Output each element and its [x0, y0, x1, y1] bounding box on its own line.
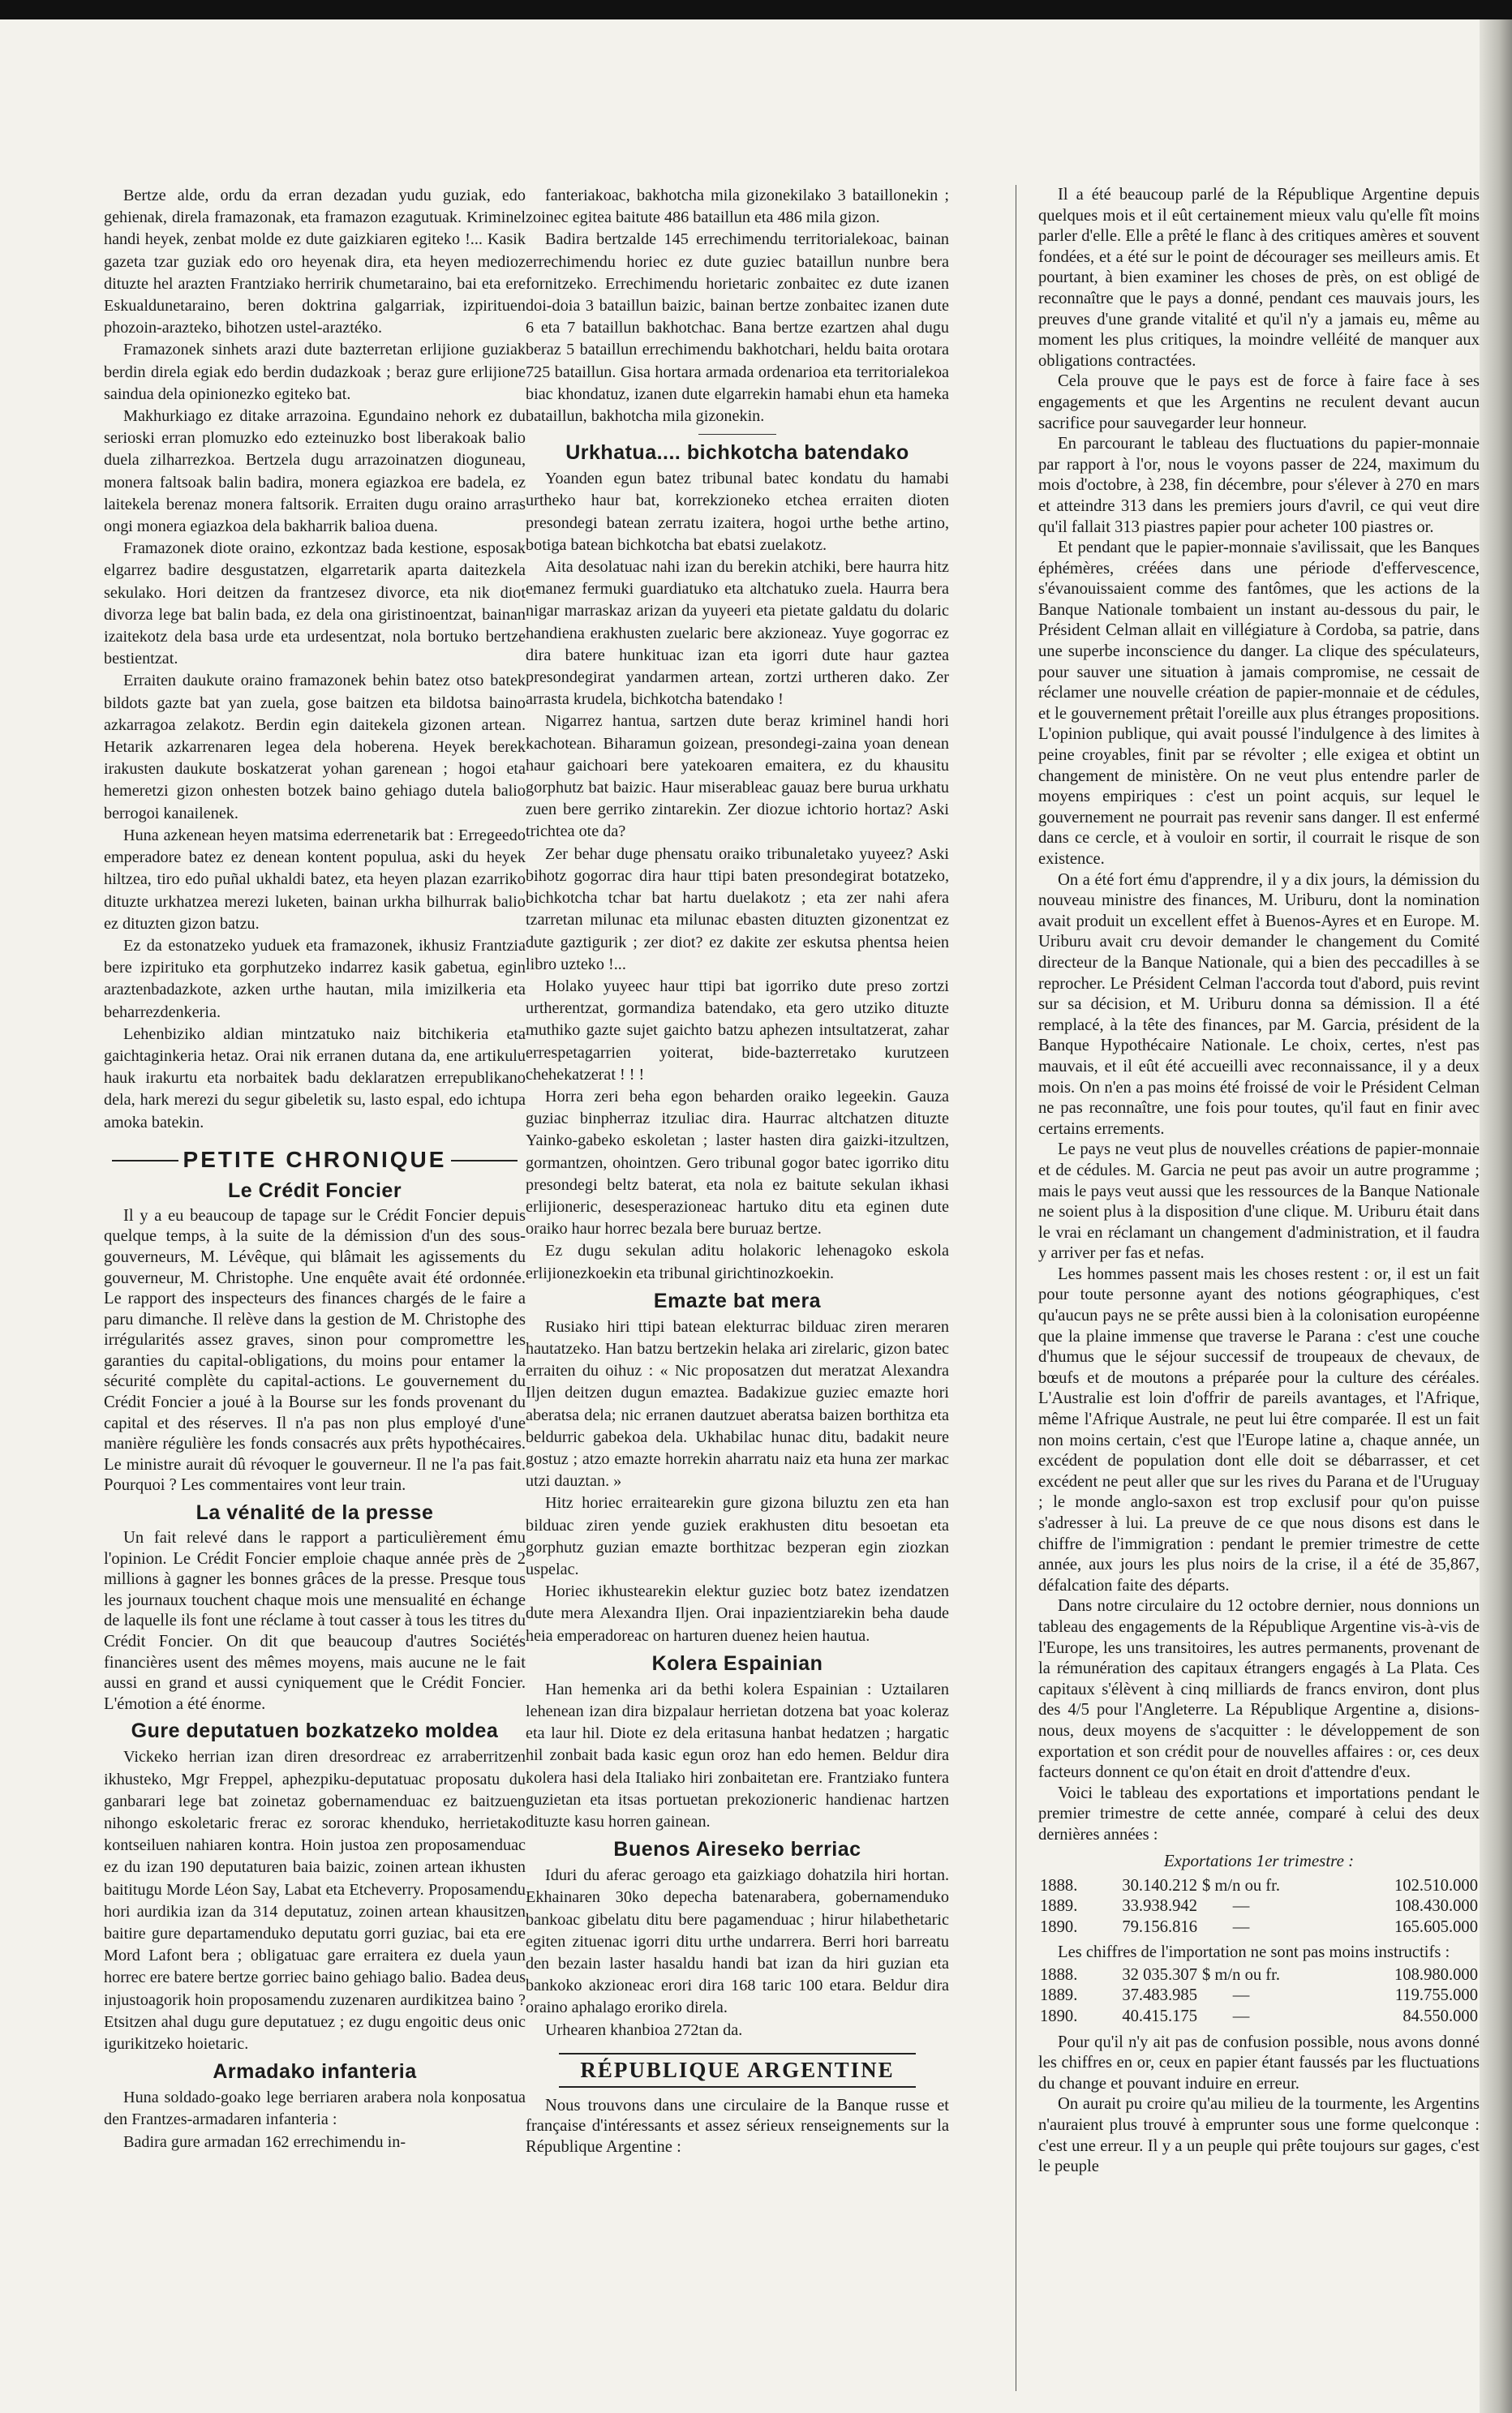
paragraph: Les hommes passent mais les choses restent : or, il est un fait pour toute personne ayant des notions géographiques, c'est qu'aucun pays ne se prête aussi bien à la colonisation européenne que la plaine immense que traverse le Parana : c'est une couche d'humus que le séjour successif de troupeaux de chevaux, de bœufs et de moutons a préparée pour la culture des céréales. L'Australie est loin d'offrir de pareils avantages, et l'Afrique, même l'Afrique Australe, ne peut lui être comparée. Il est un fait non moins certain, c'est que l'Europe latine a, chaque année, un excédent de population dont elle doit se débarrasser, et cet excédent ne peut aller que sur les rives du Parana et de l'Uruguay ; le monde anglo-saxon est trop exclusif pour qu'on puisse s'adresser à lui. La preuve de ce que nous disons est dans le chiffre de l'immigration : pendant le premier trimestre de cette année, aux jours les plus noirs de la crise, il a été de 35,867, défalcation faite des départs.	[1038, 1264, 1480, 1595]
paragraph: Huna soldado-goako lege berriaren arabera nola konposatua den Frantzes-armadaren infanteria :	[104, 2089, 526, 2129]
paragraph: Dans notre circulaire du 12 octobre dernier, nous donnions un tableau des engagements de la République Argentine vis-à-vis de l'Europe, les uns transitoires, les autres permanents, provenant de la rémunération des capitaux étrangers engagés à La Plata. Ces capitaux s'élèvent à cinq milliards de francs environ, dont plus des 4/5 pour l'Angleterre. La République Argentine a, disions-nous, deux moyens de s'acquitter : le développement de son exportation et son crédit pour de nouvelles affaires : or, ces deux facteurs donnent ce qu'on était en droit d'attendre d'eux.	[1038, 1597, 1480, 1782]
article-framazonak	[104, 185, 526, 1134]
paragraph: Ez dugu sekulan aditu holakoric lehenagoko eskola erlijionezkoekin eta tribunal girichtinozkoekin.	[526, 1242, 949, 1282]
paragraph: Lehenbiziko aldian mintzatuko naiz bitchikeria eta gaichtaginkeria hetaz. Orai nik erranen dutana da, ene artikulu hauk irakurtu eta norbaitek badu deklaratzen errepublikano dela, hark merezi du segur gibeletik su, lasto espal, edo ichtupa amoka batekin.	[104, 1024, 526, 1131]
paragraph: Badira gure armadan 162 errechimendu in-	[123, 2132, 406, 2151]
article-credit-foncier	[104, 1206, 526, 1496]
year-cell: 1889.	[1040, 1897, 1078, 1916]
banner-title-republique: RÉPUBLIQUE ARGENTINE	[580, 2057, 895, 2082]
section-banner-republique	[526, 2053, 949, 2088]
paragraph: On aurait pu croire qu'au milieu de la tourmente, les Argentins n'auraient plus trouvé à emprunter sous une forme quelconque : c'est une erreur. Il y a un peuple qui prête toujours sur gages, c'est le peuple	[1038, 2095, 1480, 2176]
separator	[698, 434, 776, 435]
unit-cell: $ m/n ou fr.	[1201, 1965, 1281, 1984]
paragraph: On a été fort ému d'apprendre, il y a dix jours, la démission du nouveau ministre des finances, M. Uriburu, dont la nomination avait produit un excellent effet à Buenos-Ayres et en Europe. M. Uriburu avait cru devoir demander le changement du Comité directeur de la Banque Nationale, qui a bien des peccadilles à se reprocher. Le Président Celman l'accorda tout d'abord, puis revint sur sa décision, et M. Uriburu donna sa démission. Il a été remplacé, à la tête des finances, par M. Garcia, président de la Banque Hypothécaire Nationale. Le choix, certes, n'est pas mauvais, et il eût été accueilli avec reconnaissance, il y a deux mois. On n'en a pas moins été froissé de voir le Président Celman ne pas reconnaître, une fois pour toutes, qu'il faut en finir avec certains errements.	[1038, 870, 1480, 1138]
banner-rule-top	[559, 2053, 916, 2054]
article-venalite	[104, 1528, 526, 1715]
paragraph: Nigarrez hantua, sartzen dute beraz kriminel handi hori kachotean. Biharamun goizean, presondegi-zaina yoan denean haur gaichoari bere yatekoaren emaitera, ez du khausitu gorphutz bat baizic. Haur miserableac gauaz bere burua urkhatu zuen bere gerriko zintarekin. Zer diozue ichtorio hortaz? Aski trichtea ote da?	[526, 712, 949, 841]
paragraph: Il a été beaucoup parlé de la République Argentine depuis quelques mois et il eût certainement mieux valu qu'elle fît moins parler d'elle. Elle a prêté le flanc à des critiques amères et souvent fondées, et a été sur le point de décourager ses meilleurs amis. Et pourtant, à bien examiner les choses de près, on est obligé de reconnaître que le pays a donné, pendant ces mauvais jours, les preuves d'une grande vitalité et qu'il n'y a jamais eu, même au moment les plus critiques, la moindre velléité de manquer aux obligations contractées.	[1038, 186, 1480, 370]
article-buenos-aires	[526, 1865, 949, 2042]
heading-buenos-aires: Buenos Aireseko berriac	[613, 1838, 861, 1861]
value-cell: 32 035.307	[1122, 1965, 1197, 1984]
paragraph: Framazonek sinhets arazi dute bazterretan erlijione guziak berdin direla egiak edo berdin dudazkoak ; beraz gure erlijione saindua dela opinionezko egiteko bat.	[104, 341, 526, 403]
paragraph: Le pays ne veut plus de nouvelles créations de papier-monnaie et de cédules. M. Garcia ne peut pas avoir un autre programme ; mais le pays veut aussi que les ressources de la Banque Nationale ne soient plus à la disposition d'une clique. M. Uriburu était dans le vrai en réclamant un changement d'administration, et il faudra y arriver per fas et nefas.	[1038, 1140, 1480, 1263]
article-republique-intro	[526, 2096, 949, 2158]
francs-cell: 108.980.000	[1394, 1965, 1478, 1984]
article-armada-cont	[526, 185, 949, 427]
article-gure-deputatuen	[104, 1746, 526, 2055]
unit-cell: —	[1232, 1986, 1250, 2005]
paragraph: Aita desolatuac nahi izan du berekin atchiki, bere haurra hitz emanez fermuki guardiatuko eta altchatuko zuela. Haurra bera nigar marraskaz arizan da yuyeeri eta pietate galdatu du dolaric handiena erakhusten zuelaric bere akzioneaz. Yuye gogorrac ez dira batere hunkituac izan eta igorri dute haur gaztea presondegirat yandarmen artean, zortzi urtheren dako. Zer arrasta krudela, bichkotcha batendako !	[526, 558, 949, 709]
table-row	[1038, 2007, 1480, 2028]
banner-rule-bottom	[559, 2086, 916, 2088]
unit-cell: —	[1232, 1917, 1250, 1936]
paragraph: Zer behar duge phensatu oraiko tribunaletako yuyeez? Aski bihotz gogorrac dira haur ttipi baten presondegirat botatzeko, bichkotcha tchar bat hartu duelakotz ; eta zer nahi afera tzarretan milunac eta milunac ebasten dituzten gizonentzat ez dute gaztigurik ; zer diot? ez dakite zer eskutsa phentsa heien libro uzteko !...	[526, 844, 949, 973]
heading-venalite-presse: La vénalité de la presse	[195, 1501, 434, 1525]
value-cell: 40.415.175	[1122, 2007, 1197, 2026]
paragraph: Iduri du aferac geroago eta gaizkiago dohatzila hiri hortan. Ekhainaren 30ko depecha batenarabera, gobernamenduko bankoac gibelatu ditu bere pagamenduac ; hirur hilabethetaric egiten zituenac igorri ditu urthe undarrera. Berri hori barreatu den bezain laster hasaldu handi bat izan da hiri guzian eta bankoko akzioneac erori dira 168 taric 100 etara. Beldur dira oraino aphalago eroriko direla.	[526, 1866, 949, 2017]
paragraph: Erraiten daukute oraino framazonek behin batez otso batek bildots gazte bat yan zuela, gose baitzen eta bildotsa baino azkarragoa zelakotz. Berdin egin daitekela gizonen artean. Hetarik azkarrenaren legea dela hoberena. Heyek berek irakusten daukute boskatzerat yohan garenean ; hogoi eta hemeretzi gizon onhesten botzek baino gehiago dutela balio berrogoi kanailenek.	[104, 672, 526, 822]
unit-cell: —	[1232, 1897, 1250, 1916]
paragraph: Voici le tableau des exportations et importations pendant le premier trimestre de cette année, comparé à celui des deux dernières années :	[1038, 1784, 1480, 1844]
heading-urkhatua: Urkhatua.... bichkotcha batendako	[565, 441, 909, 465]
unit-cell: —	[1232, 2007, 1250, 2026]
value-cell: 33.938.942	[1122, 1897, 1197, 1916]
year-cell: 1889.	[1040, 1986, 1078, 2005]
value-cell: 79.156.816	[1122, 1917, 1197, 1936]
heading-emazte-mera: Emazte bat mera	[653, 1289, 822, 1312]
exports-table	[1038, 1876, 1480, 1939]
article-urkhatua	[526, 468, 949, 1285]
paragraph: fanteriakoac, bakhotcha mila gizonekilako 3 bataillonekin ; zoinec egitea baitute 486 bataillun eta 486 mila gizon.	[526, 187, 949, 227]
article-republique-argentine-cont	[1038, 2033, 1480, 2178]
francs-cell: 102.510.000	[1394, 1876, 1478, 1895]
year-cell: 1890.	[1040, 1917, 1078, 1936]
heading-gure-deputatuen: Gure deputatuen bozkatzeko moldea	[131, 1720, 499, 1743]
paragraph: Huna azkenean heyen matsima ederrenetarik bat : Erregeedo emperadore batez ez denean kontent populua, aski du heyek hiltzea, tiro edo puñal ukhaldi batez, eta heyen plazan ezarriko dituzte urkhatzea merezi luketen, bainan urkha bilhurrak balio ez dituzten gizon batzu.	[104, 826, 526, 933]
paragraph: Horra zeri beha egon beharden oraiko legeekin. Gauza guziac binpherraz itzuliac dira. Haurrac altchatzen dituzte Yainko-gabeko eskoletan ; laster hasten dira gaizki-itzultzen, gormantzen, ohointzen. Gero tribunal gogor batec igorriko ditu presondegi beltz baterat, eta nola ez baitute sekulan ikhasi erlijioneric, desesperazioneac hartuko ditu eta eginen dute oraiko haur horrec bezala bere buruaz bertze.	[526, 1087, 949, 1239]
page-binding-edge	[1480, 19, 1512, 2413]
column-basque-right	[526, 185, 949, 2391]
paragraph: Yoanden egun batez tribunal batec kondatu du hamabi urtheko haur bat, korrekzioneko etchea erraiten dioten presondegi batean zerratu izaitera, hogoi urthe bethe artino, botiga batean bichkotcha bat ebatsi zuelakotz.	[526, 470, 949, 554]
table-row	[1038, 1986, 1480, 2007]
paragraph: Rusiako hiri ttipi batean elekturrac bilduac ziren meraren hautatzeko. Han batzu bertzekin helaka ari zirelaric, gizon batec erraiten du oihuz : « Nic proposatzen dut meratzat Alexandra Iljen deitzen dugun emaztea. Badakizue guziec emazte hori aberatsa dela; nic erranen dautzuet aberatsa baizen borthitza eta beldurric gabekoa dela. Ukhabilac hunac ditu, badakit neure gostuz ; atzo emazte horrekin aharratu naiz eta huna zer markac utzi dauztan. »	[526, 1317, 949, 1491]
paragraph: Vickeko herrian izan diren dresordreac ez arraberritzen ikhusteko, Mgr Freppel, aphezpiku-deputatuac proposatu du ganbarari lege bat zoinetaz gobernamenduac ez baitzuen nihongo eskoletaric frerac ez sororac khenduko, herrietako kontseiluen nahiaren kontra. Hoin justoa zen proposamenduac ez du izan 190 deputaturen baia baizic, zoinen artean ikhusten baititugu Morde Léon Say, Labat eta Etcheverry. Proposamendu hori aurdikia izan da 314 deputatuz, zoinen artean khausitzen baitire gure departamenduko deputatu gorri guziac, bai eta ere Mord Lafont bera ; obligatuac gare erraitera ez duela yaun horrec ere batere bertze gorriec baino gehiago balio. Badea deus injustoagorik hoin proposamendu zuzenaren aurdikitzea baino ? Etsitzen ahal dugu gure deputatuez ; ez dugu engoitic deus onic igurikitzeko hoietaric.	[104, 1748, 526, 2054]
paragraph: Cela prouve que le pays est de force à faire face à ses engagements et que les Argentins ne reculent devant aucun sacrifice pour sauvegarder leur honneur.	[1038, 372, 1480, 432]
paragraph: Horiec ikhustearekin elektur guziec botz batez izendatzen dute mera Alexandra Iljen. Orai inpazientziarekin beha daude heia emperadoreac on harturen duenez heien hautua.	[526, 1582, 949, 1645]
paragraph: Urhearen khanbioa 272tan da.	[545, 2020, 743, 2039]
paragraph: Bertze alde, ordu da erran dezadan yudu guziak, edo gehienak, direla framazonak, eta framazon ezagutuak. Kriminel handi heyek, zenbat molde ez dute gaizkiaren egiteko !... Kasik gazeta tzar guziak edo oro heyenak dira, eta heyen medioz dituzte hel arazten Frantziako herririk chumetaraino, bai eta ere Eskualdunetaraino, beren doktrina galgarriak, izpirituen phozoin-arazteko, bihotzen ustel-araztéko.	[104, 187, 526, 337]
paragraph: Pour qu'il n'y ait pas de confusion possible, nous avons donné les chiffres en or, ceux en papier étant faussés par les fluctuations du change et pouvant induire en erreur.	[1038, 2033, 1480, 2093]
paragraph: Ez da estonatzeko yuduek eta framazonek, ikhusiz Frantzia bere izpirituko eta gorphutzeko indarrez kasik gabetua, egin araztenbadazkote, azken urthe hautan, mila imizilkeria eta beharrezdenkeria.	[104, 936, 526, 1021]
francs-cell: 84.550.000	[1402, 2007, 1478, 2026]
article-republique-argentine	[1038, 185, 1480, 1846]
table-row	[1038, 1965, 1480, 1986]
francs-cell: 165.605.000	[1394, 1917, 1478, 1936]
year-cell: 1888.	[1040, 1965, 1078, 1984]
table-row	[1038, 1876, 1480, 1897]
value-cell: 30.140.212	[1122, 1876, 1197, 1895]
paragraph: Et pendant que le papier-monnaie s'avilissait, que les Banques éphémères, créées dans une période d'effervescence, s'évanouissaient comme des fantômes, que les actions de la Banque Nationale tombaient un instant au-dessous du pair, le Président Celman allait en villégiature à Cordoba, sa patrie, dans une superbe inconscience du danger. La clique des spéculateurs, pour sauver une situation à jamais compromise, ne cessait de réclamer une nouvelle création de papier-monnaie et de cédules, et le gouvernement prêtait l'oreille aux plus étranges propositions. L'opinion publique, qui avait poussé l'indulgence à des limites à peine croyables, finit par se révolter ; elle exigea et obtint un changement de ministère. On ne veut plus entendre parler de moyens empiriques : c'est un point acquis, sur lequel le gouvernement ne pourrait pas revenir sans danger. Il est enfermé dans ce cercle, et à vouloir en sortir, il courrait le risque de son existence.	[1038, 539, 1480, 868]
paragraph: Hitz horiec erraitearekin gure gizona biluztu zen eta han bilduac ziren yende guziek erakhusten ditu besoetan eta gorphutz guzian emazte borthitzac bezperan egin ziozkan uspelac.	[526, 1494, 949, 1578]
heading-credit-foncier: Le Crédit Foncier	[227, 1179, 402, 1202]
section-banner-petite-chronique	[104, 1147, 526, 1173]
paragraph: Un fait relevé dans le rapport a particulièrement ému l'opinion. Le Crédit Foncier emploie chaque année près de 2 millions à gagner les bonnes grâces de la presse. Presque tous les journaux touchent chaque mois une mensualité en échange de laquelle ils font une réclame à tout casser à tous les titres du Crédit Foncier. On dit que beaucoup d'autres Sociétés financières usent des mêmes moyens, mais aucune ne le fait aussi en grand et aussi cyniquement que le Crédit Foncier. L'émotion a été énorme.	[104, 1529, 526, 1713]
column-french-right	[1038, 185, 1480, 2391]
page-top-border	[0, 0, 1512, 19]
paragraph: Badira bertzalde 145 errechimendu territorialekoac, bainan errechimendu horiec ez dute guziec bataillun nunbre bera fornitzeko. Errechimendu horietaric zonbaitec ez dute izanen doi-doia 3 bataillun baizic, bainan bertze zonbaitec izanen dute 6 eta 7 bataillun bakhotchac. Bana bertze ezartzen ahal dugu beraz 5 bataillun errechimendu bakhotchari, heldu baita orotara 725 bataillun. Gisa hortara armada ordenarioa eta territorialekoa biac khondatuz, izanen dute elgarrekin hamabi ehun eta hameka bataillun, bakhotcha mila gizonekin.	[526, 230, 949, 426]
unit-cell: $ m/n ou fr.	[1201, 1876, 1281, 1895]
article-kolera	[526, 1679, 949, 1833]
paragraph: Framazonek diote oraino, ezkontzaz bada kestione, esposak elgarrez badire desgustatzen, elgarretarik aparta daitezkela sekulako. Hori deitzen da frantzesez divorce, eta nik diot divorza lege bat balin bada, ez dela ona giristinoentzat, bainan izaitekotz dela basa urde eta urdesentzat, nola bortuko bertze bestientzat.	[104, 539, 526, 668]
exports-table-title: Exportations 1er trimestre :	[1163, 1850, 1355, 1870]
paragraph: En parcourant le tableau des fluctuations du papier-monnaie par rapport à l'or, nous le voyons passer de 224, maximum du mois d'octobre, à 238, fin décembre, pour s'élever à 270 en mars et atteindre 313 dans les premiers jours d'avril, ce qui veut dire qu'il fallait 313 piastres papier pour acheter 100 piastres or.	[1038, 435, 1480, 536]
paragraph: Holako yuyeec haur ttipi bat igorriko dute preso zortzi urtherentzat, gormandiza batendako, eta gero utziko dituzte muthiko gazte sujet gaichto batzu aphezen intsultatzerat, zahar errespetagarrien yoiterat, bide-bazterretako kurutzeen chehekatzerat ! ! !	[526, 977, 949, 1084]
year-cell: 1888.	[1040, 1876, 1078, 1895]
francs-cell: 119.755.000	[1394, 1986, 1478, 2005]
paragraph: Il y a eu beaucoup de tapage sur le Crédit Foncier depuis quelque temps, à la suite de la démission d'un des sous-gouverneurs, M. Lévêque, qui blâmait les agissements du gouverneur, M. Christophe. Une enquête avait été ordonnée. Le rapport des inspecteurs des finances chargés de le faire a paru dimanche. Il relève dans la gestion de M. Christophe des irrégularités assez graves, sinon pour compromettre les garanties du capital-obligations, du moins pour entamer la sécurité complète du capital-actions. Le gouvernement du Crédit Foncier a joué à la Bourse sur les fonds provenant du capital et des réserves. Il n'a pas non plus employé d'une manière régulière les fonds consacrés aux prêts hypothécaires. Le ministre aurait dû révoquer le gouverneur. Il ne l'a pas fait. Pourquoi ? Les commentaires vont leur train.	[104, 1206, 526, 1495]
column-basque-left	[104, 185, 526, 2391]
imports-intro: Les chiffres de l'importation ne sont pas moins instructifs :	[1058, 1943, 1450, 1962]
paragraph: Nous trouvons dans une circulaire de la Banque russe et française d'intéressants et assez sérieux renseignements sur la République Argentine :	[526, 2096, 949, 2157]
banner-title: PETITE CHRONIQUE	[178, 1147, 452, 1172]
imports-table	[1038, 1965, 1480, 2028]
year-cell: 1890.	[1040, 2007, 1078, 2026]
table-row	[1038, 1917, 1480, 1939]
value-cell: 37.483.985	[1122, 1986, 1197, 2005]
francs-cell: 108.430.000	[1394, 1897, 1478, 1916]
heading-armadako-infanteria: Armadako infanteria	[213, 2060, 417, 2084]
paragraph: Han hemenka ari da bethi kolera Espainian : Uztailaren lehenean izan dira bizpalaur herrietan dotzena bat yoac koleraz eta laur hil. Diote ez dela eritasuna hanbat hedatzen ; hargatic hil zonbait bada kasic egun oroz han edo hemen. Beldur dira kolera hasi dela Italiako hiri zonbaitetan ere. Frantziako funtera guzietan eta itsas portuetan prekozioneric handienac hartzen dituzte kasu horren gainean.	[526, 1680, 949, 1831]
heading-kolera: Kolera Espainian	[651, 1651, 823, 1675]
article-armadako-infanteria	[104, 2087, 526, 2153]
paragraph: Makhurkiago ez ditake arrazoina. Egundaino nehork ez du serioski erran plomuzko edo ezteinuzko bost liberakoak balio duela zilharrezkoa. Bertzela dugu arrazoinatzen dioguneau, monera faltsoak balin badira, monera egiazkoa ere badela, ez laitekela berenaz monera faltsorik. Erraiten dugu oraino arras ongi monera egiazkoa dela bakharrik balioa duena.	[104, 407, 526, 536]
table-row	[1038, 1896, 1480, 1917]
article-emazte-mera	[526, 1316, 949, 1647]
